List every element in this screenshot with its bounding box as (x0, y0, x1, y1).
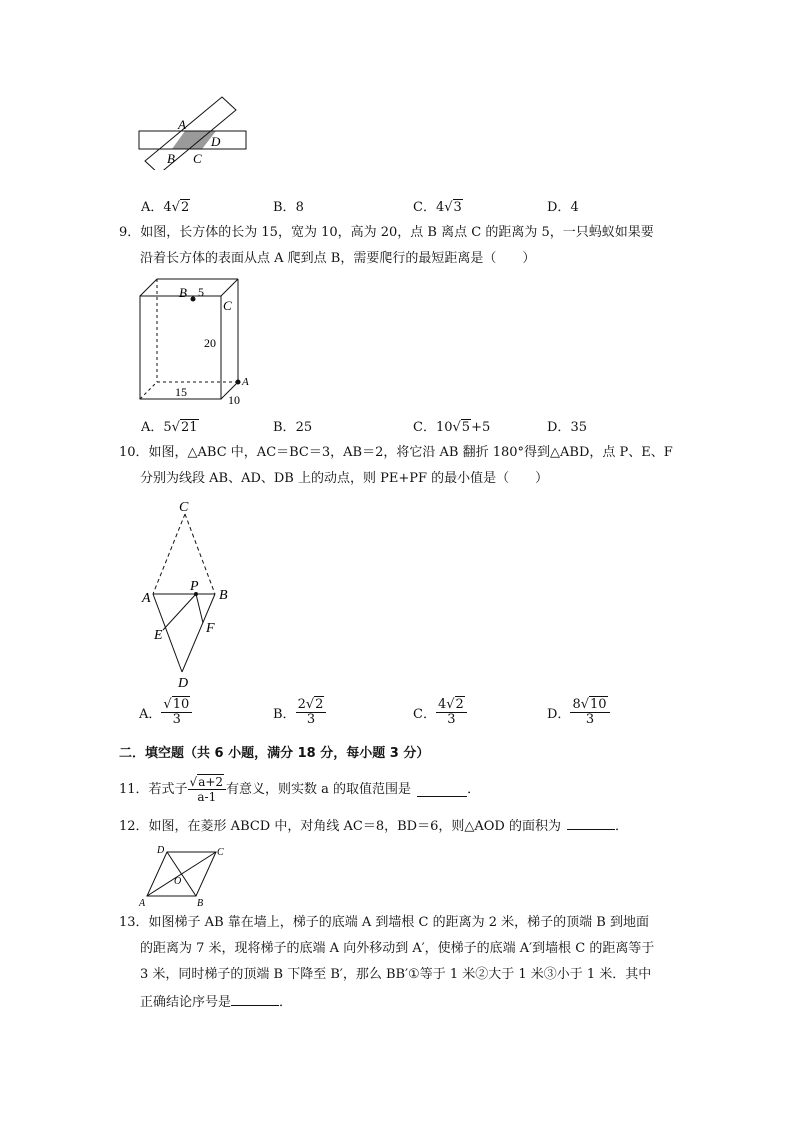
option-denominator: 3 (306, 712, 316, 727)
option-fraction: $\frac{2√2}{3}$ (296, 698, 327, 727)
option-radicand: 2 (315, 697, 324, 712)
q8-option-d (547, 196, 579, 215)
option-letter: D． (547, 420, 571, 435)
q10-label-a: A (142, 591, 151, 606)
q12-line (119, 814, 628, 840)
option-letter: D． (547, 200, 571, 215)
q12-end: ． (614, 819, 628, 834)
option-denominator: 3 (585, 712, 595, 727)
option-letter: C． (413, 420, 436, 435)
q10-label-b: B (219, 588, 228, 603)
option-radicand: 5 (461, 420, 471, 435)
option-radicand: 3 (453, 200, 462, 215)
option-denominator: 3 (447, 712, 456, 727)
option-value: 4 (570, 200, 579, 215)
q11-denominator: a-1 (197, 790, 217, 804)
q9-label-15: 15 (175, 385, 187, 399)
q12-text: 12．如图，在菱形 ABCD 中，对角线 AC＝8，BD＝6，则△AOD 的面积为 (119, 819, 561, 834)
q8-option-b (273, 196, 304, 215)
option-value: 35 (570, 420, 587, 435)
q9-label-c: C (223, 298, 232, 313)
q11-end: ． (467, 781, 481, 797)
q12-figure (136, 843, 236, 908)
q12-label-o: O (174, 876, 182, 887)
section-heading: 二．填空题（共 6 小题，满分 18 分，每小题 3 分） (119, 746, 430, 761)
option-letter: C． (413, 200, 436, 215)
q12-answer-blank[interactable] (567, 815, 615, 830)
q8-label-d: D (211, 134, 221, 149)
q12-label-c: C (217, 847, 224, 858)
q11-fraction: $\frac{√a+2}{a-1}$ (188, 775, 227, 804)
option-coef: 2 (297, 697, 306, 712)
q8-label-a: A (178, 117, 186, 132)
q10-option-d (547, 698, 610, 727)
option-value: 25 (295, 420, 313, 435)
option-coef: 5 (163, 420, 172, 435)
q8-label-c: C (193, 151, 202, 166)
q13-text-line4: 正确结论序号是 (140, 995, 232, 1010)
q10-label-c: C (179, 500, 189, 515)
option-radicand: 2 (180, 200, 190, 215)
q10-text-line1: 10．如图，△ABC 中，AC＝BC＝3，AB＝2，将它沿 AB 翻折 180°得到△ABD，点 P、E、F (119, 445, 673, 460)
option-letter: A． (139, 707, 162, 722)
q11-prefix: 11．若式子 (119, 781, 188, 797)
option-letter: D． (547, 707, 571, 722)
option-fraction: $\frac{√10}{3}$ (161, 698, 192, 727)
q9-label-20: 20 (204, 336, 216, 350)
option-coef: 4 (163, 200, 172, 215)
q9-text-line2: 沿着长方体的表面从点 A 爬到点 B，需要爬行的最短距离是（ ） (140, 251, 536, 266)
option-coef: 4 (437, 697, 447, 712)
option-letter: B． (273, 707, 296, 722)
q9-figure (135, 275, 260, 410)
option-coef: 10 (435, 420, 453, 435)
q12-label-d: D (157, 845, 165, 856)
q10-label-e: E (154, 628, 163, 643)
q11-suffix: 有意义，则实数 a 的取值范围是 (226, 781, 412, 797)
q9-label-a: A (242, 376, 249, 388)
q8-option-c: C．4√3 (413, 200, 462, 215)
q11-answer-blank[interactable] (417, 782, 467, 797)
option-radicand: 21 (180, 420, 198, 435)
q8-label-b: B (167, 151, 175, 166)
q9-point-b (191, 297, 196, 302)
q10-option-c (413, 698, 467, 727)
q10-label-d: D (178, 676, 189, 691)
option-coef: 8 (572, 697, 581, 712)
q9-label-10: 10 (228, 393, 240, 407)
q13-answer-blank[interactable] (231, 991, 279, 1006)
q8-figure (135, 95, 255, 170)
q8-option-a: A．4√2 (141, 200, 190, 215)
q11-numerator: a+2 (198, 775, 224, 789)
option-suffix: +5 (471, 420, 491, 435)
q10-text-line2: 分别为线段 AB、AD、DB 上的动点，则 PE+PF 的最小值是（ ） (140, 471, 549, 486)
option-letter: B． (273, 420, 296, 435)
option-denominator: 3 (172, 712, 181, 727)
q9-option-c: C．10√5+5 (413, 420, 491, 435)
q13-line4 (140, 990, 292, 1016)
q13-text-line3: 3 米，同时梯子的顶端 B 下降至 B′，那么 BB′①等于 1 米②大于 1 米③小于 1 米．其中 (140, 967, 652, 982)
q10-label-p: P (190, 579, 199, 594)
q9-option-d (547, 416, 587, 435)
option-value: 8 (295, 200, 304, 215)
q9-option-b (273, 416, 312, 435)
q9-label-5: 5 (198, 285, 204, 299)
option-fraction: $\frac{4√2}{3}$ (436, 698, 467, 727)
option-radicand: 2 (455, 697, 464, 712)
q12-label-a: A (139, 898, 146, 908)
option-radicand: 10 (590, 697, 607, 712)
q11-line (119, 775, 480, 804)
option-radicand: 10 (172, 697, 190, 712)
q13-text-line1: 13．如图梯子 AB 靠在墙上，梯子的底端 A 到墙根 C 的距离为 2 米，梯子的顶端 B 到地面 (119, 915, 649, 930)
q9-label-b: B (179, 285, 187, 300)
q13-end: ． (279, 995, 293, 1010)
q9-text-line1: 9．如图，长方体的长为 15，宽为 10，高为 20，点 B 离点 C 的距离为 5，一只蚂蚁如果要 (119, 225, 654, 240)
q12-label-b: B (197, 898, 204, 908)
q10-option-b (273, 698, 326, 727)
option-fraction: $\frac{8√10}{3}$ (570, 698, 609, 727)
option-letter: A． (141, 420, 164, 435)
q10-option-a (139, 698, 192, 727)
option-coef: 4 (435, 200, 445, 215)
option-letter: C． (413, 707, 436, 722)
q10-figure (135, 496, 245, 691)
option-letter: B． (273, 200, 296, 215)
q10-label-f: F (206, 621, 215, 636)
option-letter: A． (141, 200, 164, 215)
q9-option-a: A．5√21 (141, 420, 198, 435)
q9-point-a (236, 380, 241, 385)
q13-text-line2: 的距离为 7 米，现将梯子的底端 A 向外移动到 A′，使梯子的底端 A′到墙根 C 的距离等于 (140, 941, 655, 956)
